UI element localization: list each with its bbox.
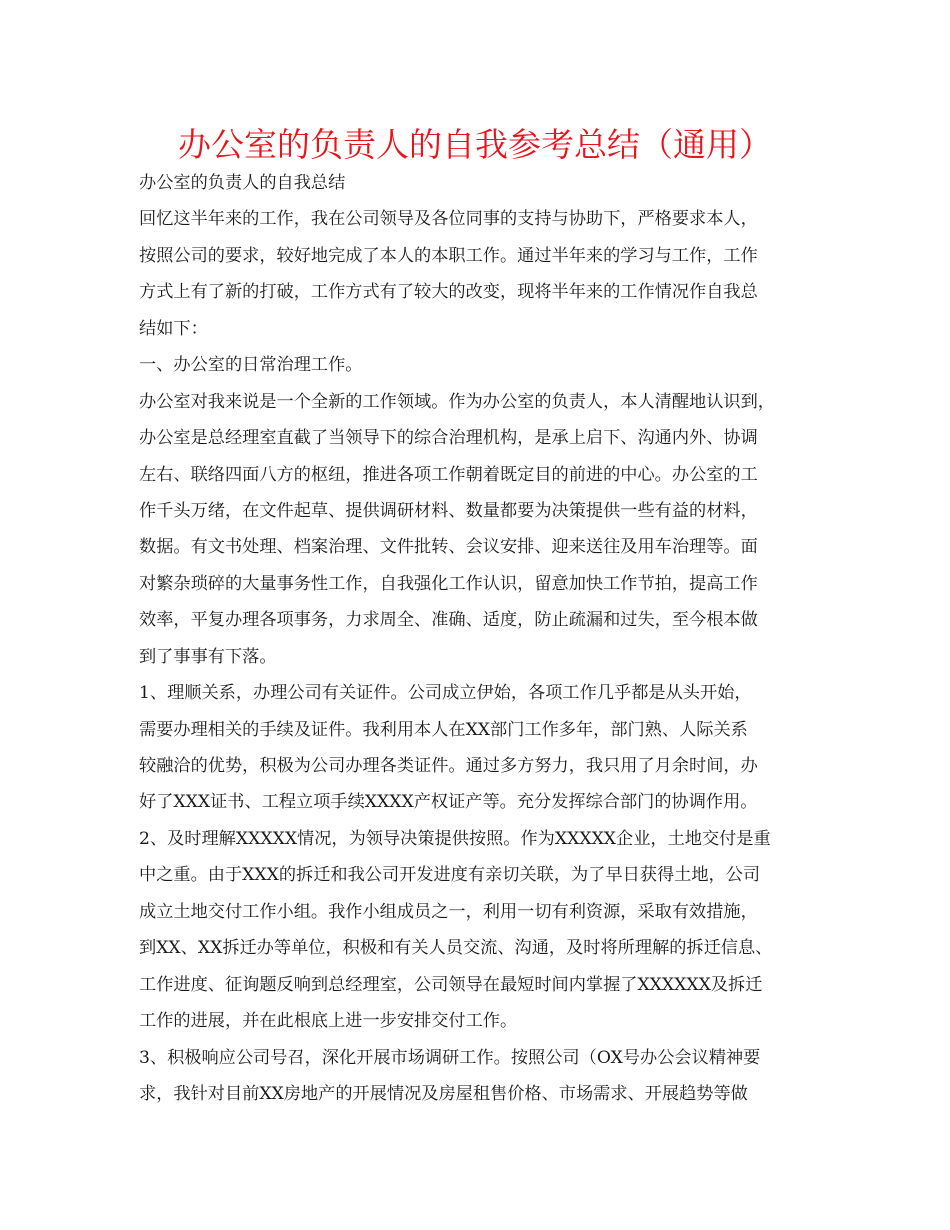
text-line: 按照公司的要求，较好地完成了本人的本职工作。通过半年来的学习与工作，工作 [139, 245, 758, 266]
text-line: 数据。有文书处理、档案治理、文件批转、会议安排、迎来送往及用车治理等。面 [139, 537, 758, 558]
document-title: 办公室的负责人的自我参考总结（通用） [178, 125, 772, 164]
text-line: 好了XXX证书、工程立项手续XXXX产权证产等。充分发挥综合部门的协调作用。 [139, 792, 758, 813]
text-line: 3、积极响应公司号召，深化开展市场调研工作。按照公司（OX号办公会议精神要 [139, 1047, 761, 1068]
text-line: 2、及时理解XXXXX情况，为领导决策提供按照。作为XXXXX企业，土地交付是重 [139, 828, 771, 849]
text-line: 回忆这半年来的工作，我在公司领导及各位同事的支持与协助下，严格要求本人， [139, 209, 758, 230]
text-line: 求，我针对目前XX房地产的开展情况及房屋租售价格、市场需求、开展趋势等做 [139, 1083, 748, 1104]
text-line: 方式上有了新的打破，工作方式有了较大的改变，现将半年来的工作情况作自我总 [139, 282, 758, 303]
text-line: 办公室是总经理室直截了当领导下的综合治理机构，是承上启下、沟通内外、协调 [139, 428, 758, 449]
text-line: 效率，平复办理各项事务，力求周全、准确、适度，防止疏漏和过失，至今根本做 [139, 610, 758, 631]
text-line: 中之重。由于XXX的拆迁和我公司开发进度有亲切关联，为了早日获得土地，公司 [139, 865, 761, 886]
text-line: 结如下： [139, 318, 208, 339]
document-body [139, 165, 819, 1112]
text-line: 工作的进展，并在此根底上进一步安排交付工作。 [139, 1011, 518, 1032]
text-line: 作千头万绪，在文件起草、提供调研材料、数量都要为决策提供一些有益的材料， [139, 500, 758, 521]
text-line: 到XX、XX拆迁办等单位，积极和有关人员交流、沟通，及时将所理解的拆迁信息、 [139, 938, 773, 959]
text-line: 成立土地交付工作小组。我作小组成员之一，利用一切有利资源，采取有效措施， [139, 901, 758, 922]
text-line: 工作进度、征询题反响到总经理室，公司领导在最短时间内掌握了XXXXXX及拆迁 [139, 974, 763, 995]
text-line: 对繁杂琐碎的大量事务性工作，自我强化工作认识，留意加快工作节拍，提高工作 [139, 573, 758, 594]
text-line: 办公室对我来说是一个全新的工作领域。作为办公室的负责人，本人清醒地认识到， [139, 391, 775, 412]
text-line: 需要办理相关的手续及证件。我利用本人在XX部门工作多年，部门熟、人际关系 [139, 719, 748, 740]
text-line: 1、理顺关系，办理公司有关证件。公司成立伊始，各项工作几乎都是从头开始， [139, 683, 752, 704]
section-heading: 一、办公室的日常治理工作。 [139, 355, 363, 376]
text-line: 较融洽的优势，积极为公司办理各类证件。通过多方努力，我只用了月余时间，办 [139, 756, 758, 776]
text-line: 办公室的负责人的自我总结 [139, 173, 346, 193]
text-line: 左右、联络四面八方的枢纽，推进各项工作朝着既定目的前进的中心。办公室的工 [139, 464, 758, 485]
text-line: 到了事事有下落。 [139, 646, 277, 667]
